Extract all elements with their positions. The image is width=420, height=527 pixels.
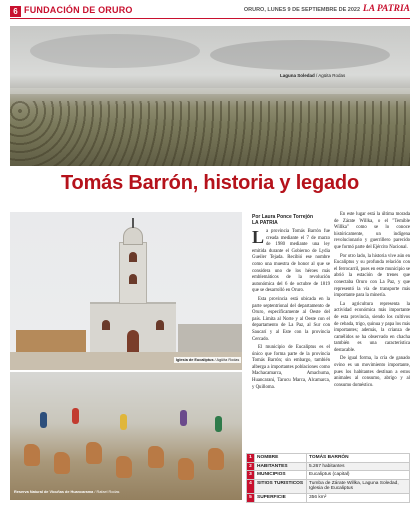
table-row: 2 HABITANTES 5.267 habitantes [247,462,410,471]
photo-iglesia-eucaliptus [10,212,242,370]
photo-cloud [210,40,390,70]
photo-laguna-soledad [10,26,410,166]
table-row: 1 NOMBRE TOMÁS BARRÓN [247,454,410,463]
province-facts-table [246,453,410,503]
issue-date: ORURO, LUNES 9 DE SEPTIEMBRE DE 2022 [243,7,360,13]
article-paragraph: El municipio de Eucaliptus es el único que forma parte de la provincia Tomás Barrón; sin embargo, también alberga a importantes poblaciones como Machacamarca, Amachuma, Huancarani, Tarucu Marca, Alcamarca, y Quilloma. [252,345,330,390]
photo-vicuna [178,458,194,480]
caption-credit: / Rafael Rodas [94,490,120,494]
photo-person [120,414,127,430]
photo-person [40,412,47,428]
table-row: 3 MUNICIPIOS Eucaliptus (capital) [247,471,410,480]
photo-shrubland [10,101,410,166]
photo-building [16,330,86,354]
photo-caption [280,73,345,78]
photo-vicuna [208,448,224,470]
byline-outlet: LA PATRIA [252,220,278,226]
newspaper-logo: LA PATRIA [362,4,410,14]
photo-door [127,330,139,354]
article-paragraph: Esta provincia está ubicada en la parte septentrional del departamento de Oruro, específicamente al Oeste del país. Limita al Norte y al Oeste con el departamento de La Paz, al Sur con Saucarí y al Este con la provincia Cercado. [252,296,330,342]
article-byline [252,214,328,226]
article-column-2 [334,212,410,391]
caption-credit: / Agüita Rodas [316,73,346,78]
article-paragraph: En este lugar está la última morada de Zárate Willka, o el "Temible Willka" como se lo conoce históricamente, un indígena revolucionario y guerrillero parecido que formó parte del Ejército Nacional. [334,212,410,250]
article-paragraph: La provincia Tomás Barrón fue creada mediante el 7 de marzo de 1980 mediante una ley emitida durante el Gobierno de Lydia Gueiler Tejada. Recibió ese nombre como una muestra de honor al que se considera uno de los héroes más emblemáticos de la revolución autonómica del 6 de octubre de 1819 que se desarrolló en Oruro. [252,227,330,294]
section-name: FUNDACIÓN DE ORURO [24,5,133,15]
caption-place: Reserva Natural de Vicuñas de Huancarama [14,490,94,494]
table-row: 5 SUPERFICIE 356 km² [247,493,410,502]
caption-place: Iglesia de Eucaliptus [176,358,214,362]
photo-vicuna [148,446,164,468]
photo-person [72,408,79,424]
article-title: Tomás Barrón, historia y legado [61,172,359,194]
caption-place: Laguna Soledad [280,73,315,78]
photo-caption [174,357,241,363]
article-column-1 [252,229,330,393]
caption-credit: / Agüita Rodas [214,358,240,362]
table-row: 4 SITIOS TURISTICOS Tumba de Zárate Willka, Laguna Soledad, Iglesia de Eucaliptus [247,479,410,493]
photo-window [102,320,110,330]
photo-window [129,252,137,262]
photo-cross [132,218,134,228]
photo-vicunas [10,372,242,500]
article-paragraph: De igual forma, la cría de ganado ovino es un movimiento importante, pues los habitantes destinan a estos animales al consumo, abrigo y al consumo doméstico. [334,356,410,388]
photo-vicuna [24,444,40,466]
photo-person [180,410,187,426]
photo-lake [10,88,410,94]
article-paragraph: Por otro lado, la historia vive aún en Eucaliptus y su profunda relación con el ferrocarril, pues en este municipio se abrió la estación de trenes que conectaba Oruro con La Paz, y que representó la vía de transporte más importante para la minería. [334,253,410,299]
photo-cloud [30,34,200,68]
photo-building [178,324,242,354]
photo-person [215,416,222,432]
page-header [10,5,410,19]
drop-cap: L [252,227,265,247]
page-number: 6 [10,6,21,17]
photo-window [156,320,164,330]
photo-vicuna [54,452,70,474]
article-paragraph: La agricultura representa la actividad económica más importante de esta provincia, siendo los cultivos de cebada, trigo, quinua y papa los más importantes; además, la crianza de camélidos se ha observado en chacha también es una característica destacable. [334,301,410,353]
photo-caption [14,490,119,494]
photo-dome [123,227,143,245]
photo-vicuna [116,456,132,478]
photo-window [129,274,137,284]
photo-vicuna [86,442,102,464]
byline-author: Por Laura Ponce Torrejón [252,214,314,220]
